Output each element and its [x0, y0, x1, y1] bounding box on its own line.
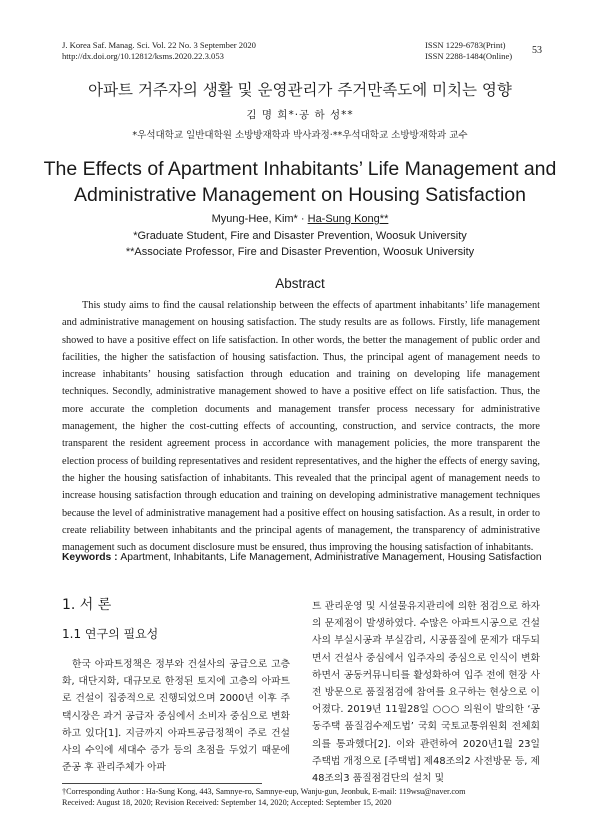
- english-title-line1: The Effects of Apartment Inhabitants’ Life Management and: [43, 158, 557, 180]
- english-affiliation-1: *Graduate Student, Fire and Disaster Prevention, Woosuk University: [133, 230, 467, 242]
- abstract-heading: Abstract: [275, 276, 325, 291]
- keywords: [62, 552, 542, 563]
- korean-authors: 김 명 희*·공 하 성**: [246, 109, 354, 121]
- english-affiliation-2: **Associate Professor, Fire and Disaster Prevention, Woosuk University: [125, 246, 475, 258]
- korean-title: 아파트 거주자의 생활 및 운영관리가 주거만족도에 미치는 영향: [88, 81, 512, 99]
- body-right-column: 트 관리운영 및 시설물유지관리에 의한 점검으로 하자의 문제점이 발생하였다. 수많은 아파트시공으로 건설사의 부실시공과 부실감리, 시공품질에 문제가 대두되면서 건설사 중심에서 입주자의 중심으로 인식이 변화하면서 공동커뮤니티를 활성화하여 입주 전에 현장 사전 방문으로 품질점검에 참여를 요구하는 현상으로 이어졌다. 2019년 11월28일 ○○○ 의원이 발의한 ‘공동주택 품질검수제도법’ 국회 국토교통위원회 전체회의를 통과했다[2]. 이와 관련하여 2020년1월 23일 주택법 개정으로 [주택법] 제48조의2 사전방문 등, 제48조의3 품질점검단의 설치 및: [312, 601, 540, 785]
- body-left-column: 한국 아파트정책은 정부와 건설사의 공급으로 고층화, 대단지화, 대규모로 한정된 토지에 고층의 아파트로 건설이 집중적으로 진행되었으며 2000년 이후 주택시장은 과거 공급자 중심에서 소비자 중심으로 변화하고 있다[1]. 지금까지 아파트공급정책이 주로 건설사의 수익에 세대수 증가 등의 초점을 두었기 때문에 준공 후 관리주체가 아파: [62, 659, 290, 774]
- subsection-heading: 1.1 연구의 필요성: [62, 627, 159, 641]
- doi-link[interactable]: http://dx.doi.org/10.12812/ksms.2020.22.3.053: [62, 51, 224, 61]
- abstract-body: This study aims to find the causal relationship between the effects of apartment inhabitants’ life management and administrative management on housing satisfaction. The study results are as follows. Firstly, life management showed to have a positive effect on life satisfaction. In other words, the better the management of public order and facilities, the higher the satisfaction of housing satisfaction. Thus, the principal agent of management needs to increase inhabitants’ housing satisfaction through education and training on developing life management techniques. Secondly, administrative management showed to have a positive effect on life satisfaction. Thus, the more accurate the completion documents and management transfer process necessary for administrative management, the higher the cost-cutting effects of accounting, construction, and service contracts, the more transparent the resident agreement process in accordance with management policies, the more transparent the election process of building representatives and resident representatives, and the higher the effects of energy saving, the higher the housing satisfaction of inhabitants. This revealed that the principal agent of management needs to increase housing satisfaction through education and training on developing administrative management techniques because the level of administrative management had a positive effect on housing satisfaction. As a result, in order to create reliability between inhabitants and the principal agents of management, the transparency of administrative management such as document disclosure must be ensured, thus improving the housing satisfaction of inhabitants.: [62, 300, 540, 554]
- english-authors: [0, 213, 600, 225]
- footnote: [62, 787, 540, 808]
- author-2-corresponding: Ha-Sung Kong**: [307, 213, 389, 225]
- issn-print: ISSN 1229-6783(Print): [425, 40, 506, 50]
- corresponding-author: †Corresponding Author : Ha-Sung Kong, 443, Samnye-ro, Samnye-eup, Wanju-gun, Jeonbuk, E-mail: 119wsu@naver.com: [62, 787, 466, 796]
- korean-affiliations: *우석대학교 일반대학원 소방방재학과 박사과정·**우석대학교 소방방재학과 교수: [132, 130, 468, 141]
- issn-online: ISSN 2288-1484(Online): [425, 51, 513, 61]
- keywords-list: Apartment, Inhabitants, Life Management, Administrative Management, Housing Satisfaction: [120, 552, 542, 563]
- received-dates: Received: August 18, 2020; Revision Received: September 14, 2020; Accepted: September 15, 2020: [62, 797, 392, 807]
- author-1: Myung-Hee, Kim* ·: [211, 213, 308, 225]
- footnote-rule: [62, 783, 262, 784]
- section-heading: 1. 서 론: [62, 597, 112, 613]
- page-number: 53: [532, 45, 542, 56]
- english-title-line2: Administrative Management on Housing Satisfaction: [74, 184, 526, 206]
- journal-header: [62, 40, 256, 62]
- keywords-label: Keywords :: [62, 552, 121, 563]
- journal-citation: J. Korea Saf. Manag. Sci. Vol. 22 No. 3 September 2020: [62, 40, 256, 50]
- issn-block: [425, 40, 512, 62]
